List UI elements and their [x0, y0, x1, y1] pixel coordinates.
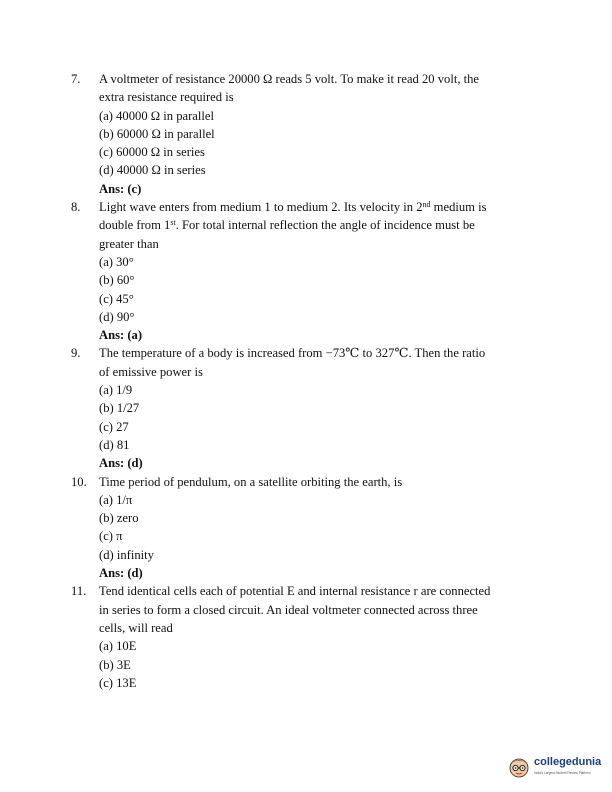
question-number: 8.	[71, 200, 81, 215]
option-c: (c) 27	[99, 419, 129, 434]
question-number: 10.	[71, 474, 87, 489]
question-number: 9.	[71, 346, 81, 361]
option-c: (c) π	[99, 529, 123, 544]
stem-text: double from 1	[99, 218, 171, 233]
question-stem-line	[99, 198, 541, 216]
option-d: (d) 40000 Ω in series	[99, 163, 206, 178]
option-b: (b) 3E	[99, 657, 131, 672]
superscript: nd	[422, 200, 431, 210]
question-11	[71, 582, 541, 692]
question-9	[71, 344, 541, 472]
question-stem-line: in series to form a closed circuit. An ideal voltmeter connected across three	[99, 602, 478, 617]
question-stem-line: extra resistance required is	[99, 90, 234, 105]
mascot-icon	[506, 754, 532, 780]
question-7	[71, 70, 541, 198]
option-a: (a) 10E	[99, 639, 137, 654]
answer: Ans: (d)	[99, 456, 143, 471]
collegedunia-logo	[506, 754, 606, 784]
logo-name: collegedunia	[534, 756, 602, 768]
option-a: (a) 40000 Ω in parallel	[99, 108, 214, 123]
option-c: (c) 45°	[99, 291, 134, 306]
question-stem-line: A voltmeter of resistance 20000 Ω reads 5 volt. To make it read 20 volt, the	[99, 72, 480, 86]
superscript: st	[170, 218, 176, 228]
question-stem-line: of emissive power is	[99, 364, 203, 379]
question-stem-line: greater than	[99, 236, 159, 251]
answer: Ans: (a)	[99, 328, 143, 343]
stem-text: . For total internal reflection the angle of incidence must be	[175, 218, 475, 233]
option-c: (c) 13E	[99, 675, 137, 690]
question-number: 7.	[71, 72, 81, 86]
option-b: (b) 60°	[99, 273, 135, 288]
question-stem-line: The temperature of a body is increased from −73℃ to 327℃. Then the ratio	[99, 346, 486, 361]
question-10	[71, 473, 541, 583]
question-stem-line: Time period of pendulum, on a satellite orbiting the earth, is	[99, 474, 403, 489]
logo-tagline: India's Largest Student Review Platform	[534, 771, 591, 775]
stem-text: Light wave enters from medium 1 to medium 2. Its velocity in 2	[99, 200, 423, 215]
option-a: (a) 1/π	[99, 492, 133, 507]
option-a: (a) 1/9	[99, 383, 133, 398]
question-stem-line	[99, 216, 541, 234]
question-stem-line: Tend identical cells each of potential E and internal resistance r are connected	[99, 584, 491, 599]
answer: Ans: (c)	[99, 181, 142, 196]
option-b: (b) 60000 Ω in parallel	[99, 126, 215, 141]
option-d: (d) infinity	[99, 547, 154, 562]
question-stem-line: cells, will read	[99, 620, 173, 635]
question-list	[71, 70, 541, 692]
option-d: (d) 81	[99, 437, 130, 452]
question-number: 11.	[71, 584, 87, 599]
option-b: (b) 1/27	[99, 401, 140, 416]
stem-text: medium is	[430, 200, 487, 215]
answer: Ans: (d)	[99, 566, 143, 581]
option-b: (b) zero	[99, 511, 139, 526]
option-c: (c) 60000 Ω in series	[99, 145, 205, 160]
option-a: (a) 30°	[99, 254, 134, 269]
option-d: (d) 90°	[99, 309, 135, 324]
question-8	[71, 198, 541, 344]
